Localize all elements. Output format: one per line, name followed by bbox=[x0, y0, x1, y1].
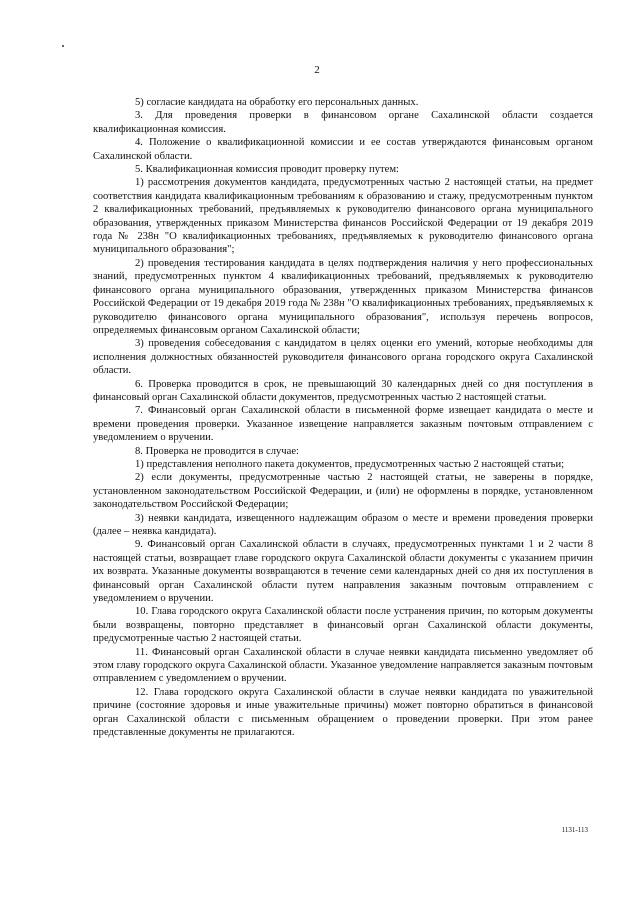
paragraph: 11. Финансовый орган Сахалинской области в случае неявки кандидата письменно уведомляет об этом главу городского округа Сахалинской области. Указанное уведомление направляется заказным почтовым отправлением с уведомлением о вручении. bbox=[93, 646, 593, 685]
document-body bbox=[93, 96, 593, 740]
paragraph: 4. Положение о квалификационной комиссии и ее состав утверждаются финансовым органом Сахалинской области. bbox=[93, 137, 593, 162]
paragraph: 5. Квалификационная комиссия проводит проверку путем: bbox=[135, 164, 399, 176]
paragraph: 7. Финансовый орган Сахалинской области в письменной форме извещает кандидата о месте и времени проведения проверки. Указанное извещение направляется заказным почтовым отправлением с уведомлением о вручении. bbox=[93, 405, 593, 444]
paragraph: 2) проведения тестирования кандидата в целях подтверждения наличия у него профессиональных знаний, предусмотренных пунктом 4 квалификационных требований, предъявляемых к руководителю финансового органа муниципального образования, утвержденных приказом Министерства финансов Российской Федерации от 19 декабря 2019 года № 238н "О квалификационных требованиях, предъявляемых к руководителю финансового органа муниципального образования", используя перечень вопросов, определяемых финансовым органом Сахалинской области; bbox=[93, 257, 593, 336]
paragraph: 1) представления неполного пакета документов, предусмотренных частью 2 настоящей статьи; bbox=[135, 458, 565, 470]
paragraph: 6. Проверка проводится в срок, не превышающий 30 календарных дней со дня поступления в финансовый орган Сахалинской области документов, предусмотренных частью 2 настоящей статьи. bbox=[93, 378, 593, 403]
paragraph: 3. Для проведения проверки в финансовом органе Сахалинской области создается квалификационная комиссия. bbox=[93, 110, 593, 135]
paragraph: 9. Финансовый орган Сахалинской области в случаях, предусмотренных пунктами 1 и 2 части 8 настоящей статьи, возвращает главе городского округа Сахалинской области документы с указанием причин их возврата. Указанные документы возвращаются в течение семи календарных дней со дня их поступления в финансовый орган Сахалинской области путем направления заказным почтовым отправлением с уведомлением о вручении. bbox=[93, 539, 593, 605]
page-number: 2 bbox=[314, 64, 320, 76]
scan-speck bbox=[62, 45, 64, 47]
paragraph: 2) если документы, предусмотренные частью 2 настоящей статьи, не заверены в порядке, установленном законодательством Российской Федерации, и (или) не оформлены в порядке, установленном законодательством Российской Федерации; bbox=[93, 472, 593, 511]
paragraph: 3) неявки кандидата, извещенного надлежащим образом о месте и времени проведения проверки (далее – неявка кандидата). bbox=[93, 512, 593, 537]
paragraph: 5) согласие кандидата на обработку его персональных данных. bbox=[135, 97, 419, 108]
paragraph: 8. Проверка не проводится в случае: bbox=[135, 445, 299, 457]
footer-code: 1131-113 bbox=[561, 826, 588, 834]
paragraph: 3) проведения собеседования с кандидатом в целях оценки его умений, которые необходимы для исполнения должностных обязанностей руководителя финансового органа городского округа Сахалинской области. bbox=[93, 338, 593, 377]
paragraph: 10. Глава городского округа Сахалинской области после устранения причин, по которым документы были возвращены, повторно представляет в финансовый орган Сахалинской области документы, предусмотренные частью 2 настоящей статьи. bbox=[93, 606, 593, 645]
paragraph: 12. Глава городского округа Сахалинской области в случае неявки кандидата по уважительной причине (состояние здоровья и иные уважительные причины) может повторно обратиться в финансовой орган Сахалинской области с письменным обращением о проведении проверки. При этом ранее представленные документы не прилагаются. bbox=[93, 686, 593, 739]
paragraph: 1) рассмотрения документов кандидата, предусмотренных частью 2 настоящей статьи, на предмет соответствия кандидата квалификационным требованиям к образованию и стажу, предусмотренным пунктом 2 квалификационных требований, предъявляемых к руководителю финансового органа муниципального образования, утвержденных приказом Министерства финансов Российской Федерации от 19 декабря 2019 года № 238н "О квалификационных требованиях, предъявляемых к руководителю финансового органа муниципального образования"; bbox=[93, 177, 593, 256]
